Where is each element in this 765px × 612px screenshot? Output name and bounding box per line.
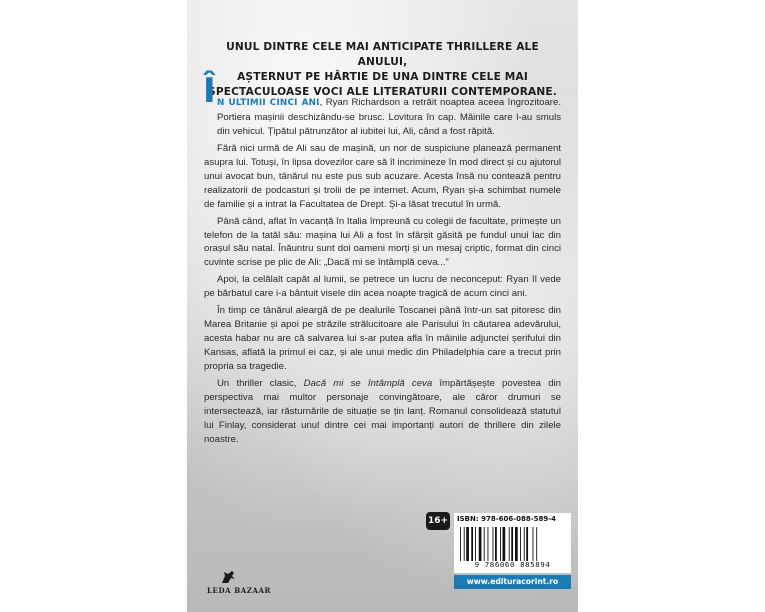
age-rating-badge: 16+	[426, 512, 450, 530]
paragraph-text: Un thriller clasic,	[217, 378, 304, 390]
isbn-label: ISBN: 978-606-088-589-4	[457, 515, 557, 523]
publisher-name: LEDA BAZAAR	[207, 586, 271, 595]
paragraph-text: , Ryan Richardson a retrăit noaptea aceea îngrozitoare. Portiera mașinii deschizându-se brusc. Lovitura în cap. Mâinile care l-au smuls din vehicul. Țipătul pătrunzător al iubitei lui, Ali, când a fost răpită.	[217, 97, 561, 137]
blurb-paragraph: În timp ce tânărul aleargă de pe dealurile Toscanei până într-un sat pitoresc din Marea Britanie și apoi pe străzile strălucitoare ale Parisului în căutarea adevărului, acesta habar nu are că salvarea lui s-ar putea afla în mâinile adjunctei șerifului din Kansas, aflată la primul ei caz, și ale unui medic din Philadelphia care a trecut prin propria sa tragedie.	[204, 305, 561, 373]
publisher-logo	[207, 586, 271, 595]
dropcap: Î	[203, 71, 216, 111]
horse-icon	[220, 569, 238, 585]
tagline-line: SPECTACULOASE VOCI ALE LITERATURII CONTEMPORANE.	[208, 86, 557, 98]
isbn-barcode	[454, 513, 571, 573]
website-url: www.edituracorint.ro	[454, 575, 571, 589]
blurb-paragraph: Fără nici urmă de Ali sau de mașină, un nor de suspiciune planează permanent asupra lui. Totuși, în lipsa dovezilor care să îl incrimineze în mod direct și cu ajutorul unui avocat bun, tânărul nu este pus sub acuzare. Acesta însă nu contează pentru realizatorii de podcasturi și trolii de pe internet. Acum, Ryan și-a schimbat numele de familie și a intrat la Facultatea de Drept. Și-a lăsat trecutul în urmă.	[204, 142, 561, 210]
barcode-number: 9 786060 885894	[474, 560, 551, 569]
paragraph-text: împărtășește povestea din perspectiva mai multor personaje convingătoare, ale căror drumuri se intersectează, iar răsturnările de situație se țin lanț. Romanul consolidează statutul lui Finlay, considerat unul dintre cei mai importanți autori de thrillere din zilele noastre.	[204, 378, 561, 445]
back-cover	[187, 0, 578, 612]
book-title: Dacă mi se întâmplă ceva	[303, 378, 433, 390]
blurb-paragraph	[204, 377, 561, 447]
blurb-paragraph: Până când, aflat în vacanță în Italia împreună cu colegii de facultate, primește un telefon de la tatăl său: mașina lui Ali a fost în sfârșit găsită pe fundul unui lac din orașul său natal. Înăuntru sunt doi oameni morți și un mesaj criptic, format din cinci cuvinte scrise pe plic de Ali: „Dacă mi se întâmplă ceva...”	[204, 215, 561, 269]
tagline-line: UNUL DINTRE CELE MAI ANTICIPATE THRILLERE ALE ANULUI,	[226, 41, 539, 68]
lead-caps: N ULTIMII CINCI ANI	[217, 98, 320, 108]
barcode-icon	[460, 527, 564, 561]
tagline-line: AȘTERNUT PE HÂRTIE DE UNA DINTRE CELE MAI	[237, 71, 528, 83]
tagline	[201, 40, 564, 100]
blurb-paragraph: Apoi, la celălalt capăt al lumii, se petrece un lucru de neconceput: Ryan îl vede pe bărbatul care i-a bântuit visele din acea noapte tragică de acum cinci ani.	[204, 274, 561, 300]
